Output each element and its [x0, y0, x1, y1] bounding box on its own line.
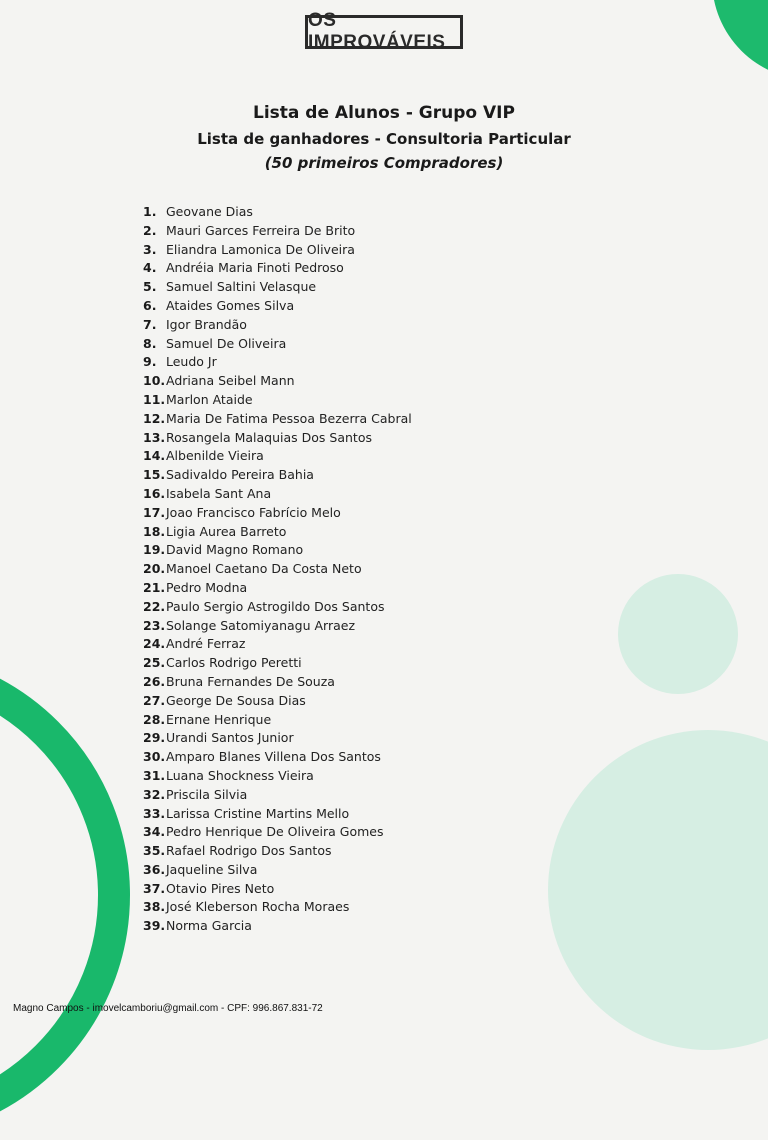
list-item-number: 18.: [143, 523, 166, 539]
list-item-name: Igor Brandão: [166, 316, 247, 332]
list-item: [143, 297, 412, 316]
list-item: [143, 335, 412, 354]
list-item-number: 32.: [143, 786, 166, 802]
list-item: [143, 222, 412, 241]
list-item: [143, 711, 412, 730]
list-item-number: 17.: [143, 504, 166, 520]
list-item: [143, 504, 412, 523]
list-item-number: 5.: [143, 279, 157, 295]
list-item-number: 34.: [143, 824, 166, 840]
list-item-name: Samuel De Oliveira: [166, 335, 287, 351]
list-item-name: Solange Satomiyanagu Arraez: [166, 617, 356, 633]
decorative-disc-small: [618, 574, 738, 694]
list-item-number: 7.: [143, 316, 157, 332]
list-item-name: Larissa Cristine Martins Mello: [166, 805, 350, 821]
list-item: [143, 485, 412, 504]
list-item-number: 21.: [143, 579, 166, 595]
list-item-number: 11.: [143, 391, 166, 407]
list-item: [143, 203, 412, 222]
list-item-name: Otavio Pires Neto: [166, 880, 275, 896]
list-item-number: 30.: [143, 749, 166, 765]
winners-list: [143, 203, 412, 936]
page-note: (50 primeiros Compradores): [264, 154, 504, 172]
list-item-number: 16.: [143, 485, 166, 501]
list-item-name: Pedro Modna: [166, 579, 248, 595]
list-item-number: 4.: [143, 260, 157, 276]
list-item-name: George De Sousa Dias: [166, 692, 306, 708]
list-item-number: 1.: [143, 204, 157, 219]
list-item-name: Rosangela Malaquias Dos Santos: [166, 429, 372, 445]
list-item-name: Mauri Garces Ferreira De Brito: [166, 222, 356, 238]
list-item-number: 27.: [143, 692, 166, 708]
list-item-name: Andréia Maria Finoti Pedroso: [166, 260, 344, 276]
list-item: [143, 391, 412, 410]
list-item-number: 37.: [143, 880, 166, 896]
list-item-number: 15.: [143, 467, 166, 483]
list-item: [143, 767, 412, 786]
list-item-number: 25.: [143, 655, 166, 671]
list-item: [143, 259, 412, 278]
list-item-number: 29.: [143, 730, 166, 746]
list-item: [143, 729, 412, 748]
brand-logo-text: OS IMPROVÁVEIS: [308, 10, 446, 53]
list-item-name: Bruna Fernandes De Souza: [166, 673, 335, 689]
list-item-name: Priscila Silvia: [166, 786, 248, 802]
list-item-name: Amparo Blanes Villena Dos Santos: [166, 749, 381, 765]
list-item: [143, 617, 412, 636]
list-item-name: André Ferraz: [166, 636, 246, 652]
list-item: [143, 598, 412, 617]
list-item-name: Norma Garcia: [166, 918, 252, 934]
list-item-number: 22.: [143, 598, 166, 614]
list-item: [143, 316, 412, 335]
list-item: [143, 861, 412, 880]
list-item: [143, 579, 412, 598]
list-item-number: 10.: [143, 373, 166, 389]
decorative-ring-left: [0, 650, 130, 1140]
list-item: [143, 447, 412, 466]
list-item-number: 12.: [143, 410, 166, 426]
list-item-number: 36.: [143, 861, 166, 877]
list-item-number: 26.: [143, 673, 166, 689]
list-item: [143, 917, 412, 936]
list-item-name: Sadivaldo Pereira Bahia: [166, 467, 314, 483]
list-item-name: Leudo Jr: [166, 354, 217, 370]
list-item-name: Ataides Gomes Silva: [166, 297, 295, 313]
list-item-name: Luana Shockness Vieira: [166, 767, 314, 783]
list-item-number: 35.: [143, 843, 166, 859]
list-item-name: Rafael Rodrigo Dos Santos: [166, 843, 332, 859]
list-item-number: 20.: [143, 561, 166, 577]
list-item-number: 28.: [143, 711, 166, 727]
list-item: [143, 466, 412, 485]
list-item-number: 2.: [143, 222, 157, 238]
page-subtitle: Lista de ganhadores - Consultoria Particular: [197, 130, 571, 148]
list-item-number: 23.: [143, 617, 166, 633]
list-item: [143, 823, 412, 842]
list-item-number: 6.: [143, 297, 157, 313]
list-item: [143, 429, 412, 448]
brand-logo: [305, 10, 463, 53]
list-item: [143, 692, 412, 711]
list-item-name: Marlon Ataide: [166, 391, 253, 407]
list-item-name: Geovane Dias: [166, 204, 253, 219]
list-item-number: 14.: [143, 448, 166, 464]
list-item-name: Maria De Fatima Pessoa Bezerra Cabral: [166, 410, 412, 426]
decorative-disc-large: [548, 730, 768, 1050]
list-item-name: Joao Francisco Fabrício Melo: [166, 504, 341, 520]
list-item: [143, 786, 412, 805]
list-item: [143, 410, 412, 429]
list-item: [143, 241, 412, 260]
list-item-number: 9.: [143, 354, 157, 370]
list-item-name: José Kleberson Rocha Moraes: [166, 899, 350, 915]
page-title: Lista de Alunos - Grupo VIP: [253, 103, 515, 123]
list-item: [143, 805, 412, 824]
list-item: [143, 523, 412, 542]
list-item-number: 8.: [143, 335, 157, 351]
list-item-name: Albenilde Vieira: [166, 448, 264, 464]
list-item-name: Manoel Caetano Da Costa Neto: [166, 561, 362, 577]
list-item: [143, 673, 412, 692]
list-item: [143, 880, 412, 899]
list-item-name: Jaqueline Silva: [166, 861, 258, 877]
list-item-name: Ligia Aurea Barreto: [166, 523, 287, 539]
list-item: [143, 748, 412, 767]
list-item-number: 19.: [143, 542, 166, 558]
list-item: [143, 353, 412, 372]
list-item-name: Adriana Seibel Mann: [166, 373, 295, 389]
list-item-number: 31.: [143, 767, 166, 783]
list-item-number: 38.: [143, 899, 166, 915]
list-item-name: Ernane Henrique: [166, 711, 272, 727]
list-item-name: Urandi Santos Junior: [166, 730, 294, 746]
list-item-number: 33.: [143, 805, 166, 821]
list-item-name: David Magno Romano: [166, 542, 304, 558]
list-item-name: Isabela Sant Ana: [166, 485, 272, 501]
list-item-name: Samuel Saltini Velasque: [166, 279, 317, 295]
list-item: [143, 898, 412, 917]
decorative-circle-top-right: [712, 0, 768, 80]
list-item-number: 3.: [143, 241, 157, 257]
list-item: [143, 372, 412, 391]
list-item-name: Paulo Sergio Astrogildo Dos Santos: [166, 598, 385, 614]
list-item: [143, 541, 412, 560]
footer-watermark: Magno Campos - imovelcamboriu@gmail.com - CPF: 996.867.831-72: [13, 1003, 323, 1014]
list-item-number: 39.: [143, 918, 166, 934]
list-item-name: Eliandra Lamonica De Oliveira: [166, 241, 355, 257]
list-item-number: 13.: [143, 429, 166, 445]
list-item: [143, 842, 412, 861]
list-item: [143, 654, 412, 673]
list-item-number: 24.: [143, 636, 166, 652]
list-item: [143, 560, 412, 579]
list-item-name: Carlos Rodrigo Peretti: [166, 655, 302, 671]
list-item-name: Pedro Henrique De Oliveira Gomes: [166, 824, 384, 840]
list-item: [143, 635, 412, 654]
list-item: [143, 278, 412, 297]
